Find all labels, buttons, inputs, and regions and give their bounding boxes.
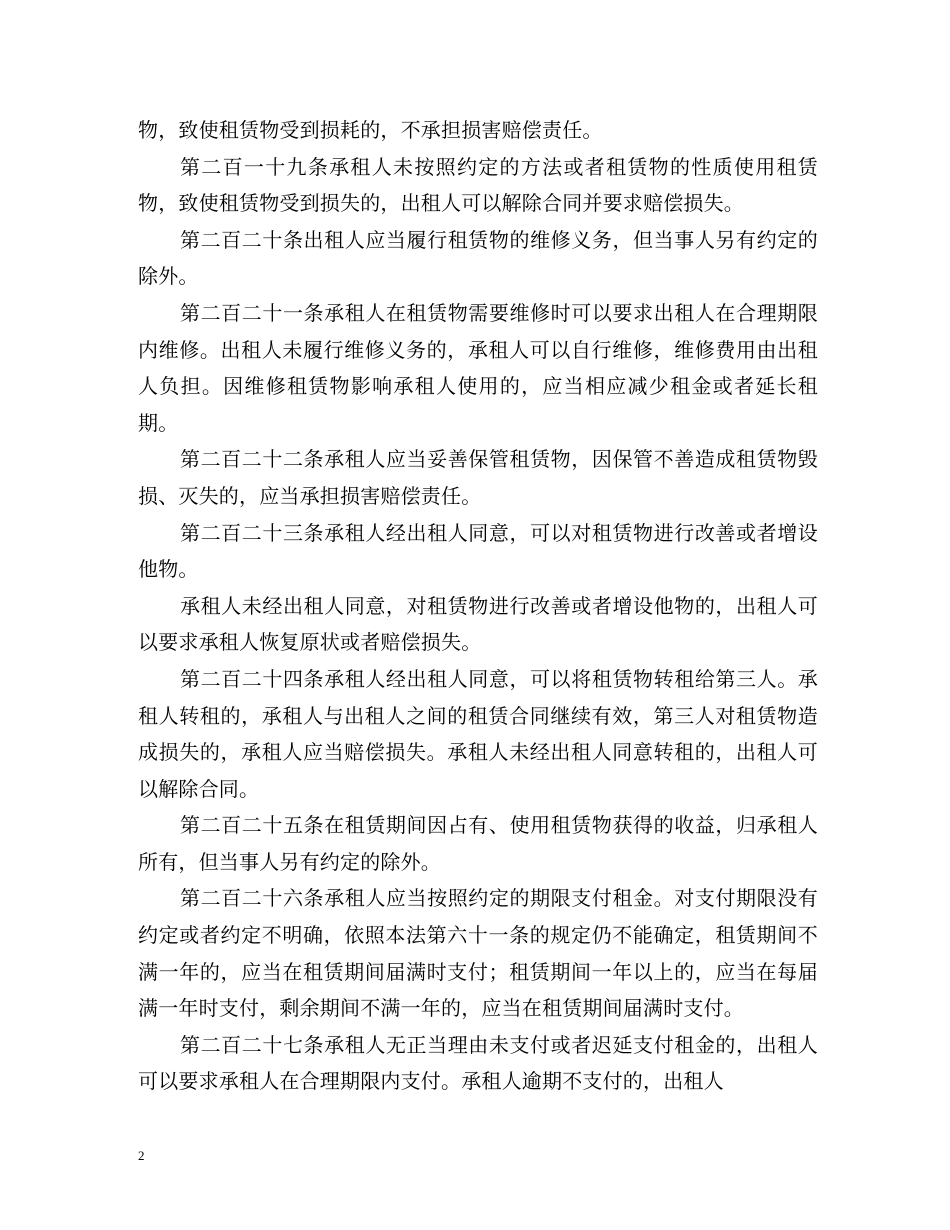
page-number: 2: [138, 1148, 145, 1163]
paragraph: 第二百二十七条承租人无正当理由未支付或者迟延支付租金的，出租人可以要求承租人在合理期限内支付。承租人逾期不支付的，出租人: [138, 1032, 818, 1094]
paragraph: 第二百二十三条承租人经出租人同意，可以对租赁物进行改善或者增设他物。: [138, 520, 818, 582]
paragraph: 第二百二十条出租人应当履行租赁物的维修义务，但当事人另有约定的除外。: [138, 227, 818, 289]
paragraph: 第二百二十四条承租人经出租人同意，可以将租赁物转租给第三人。承租人转租的，承租人与出租人之间的租赁合同继续有效，第三人对租赁物造成损失的，承租人应当赔偿损失。承租人未经出租人同意转租的，出租人可以解除合同。: [138, 666, 818, 801]
document-body: [138, 112, 818, 1100]
paragraph: 第二百二十一条承租人在租赁物需要维修时可以要求出租人在合理期限内维修。出租人未履行维修义务的，承租人可以自行维修，维修费用由出租人负担。因维修租赁物影响承租人使用的，应当相应减少租金或者延长租期。: [138, 300, 818, 435]
paragraph: 承租人未经出租人同意，对租赁物进行改善或者增设他物的，出租人可以要求承租人恢复原状或者赔偿损失。: [138, 593, 818, 655]
paragraph: 第二百二十六条承租人应当按照约定的期限支付租金。对支付期限没有约定或者约定不明确，依照本法第六十一条的规定仍不能确定，租赁期间不满一年的，应当在租赁期间届满时支付；租赁期间一年以上的，应当在每届满一年时支付，剩余期间不满一年的，应当在租赁期间届满时支付。: [138, 886, 818, 1021]
paragraph: 第二百二十五条在租赁期间因占有、使用租赁物获得的收益，归承租人所有，但当事人另有约定的除外。: [138, 813, 818, 874]
paragraph: 第二百一十九条承租人未按照约定的方法或者租赁物的性质使用租赁物，致使租赁物受到损失的，出租人可以解除合同并要求赔偿损失。: [138, 154, 818, 216]
paragraph: 物，致使租赁物受到损耗的，不承担损害赔偿责任。: [138, 118, 603, 142]
paragraph: 第二百二十二条承租人应当妥善保管租赁物，因保管不善造成租赁物毁损、灭失的，应当承担损害赔偿责任。: [138, 447, 818, 508]
